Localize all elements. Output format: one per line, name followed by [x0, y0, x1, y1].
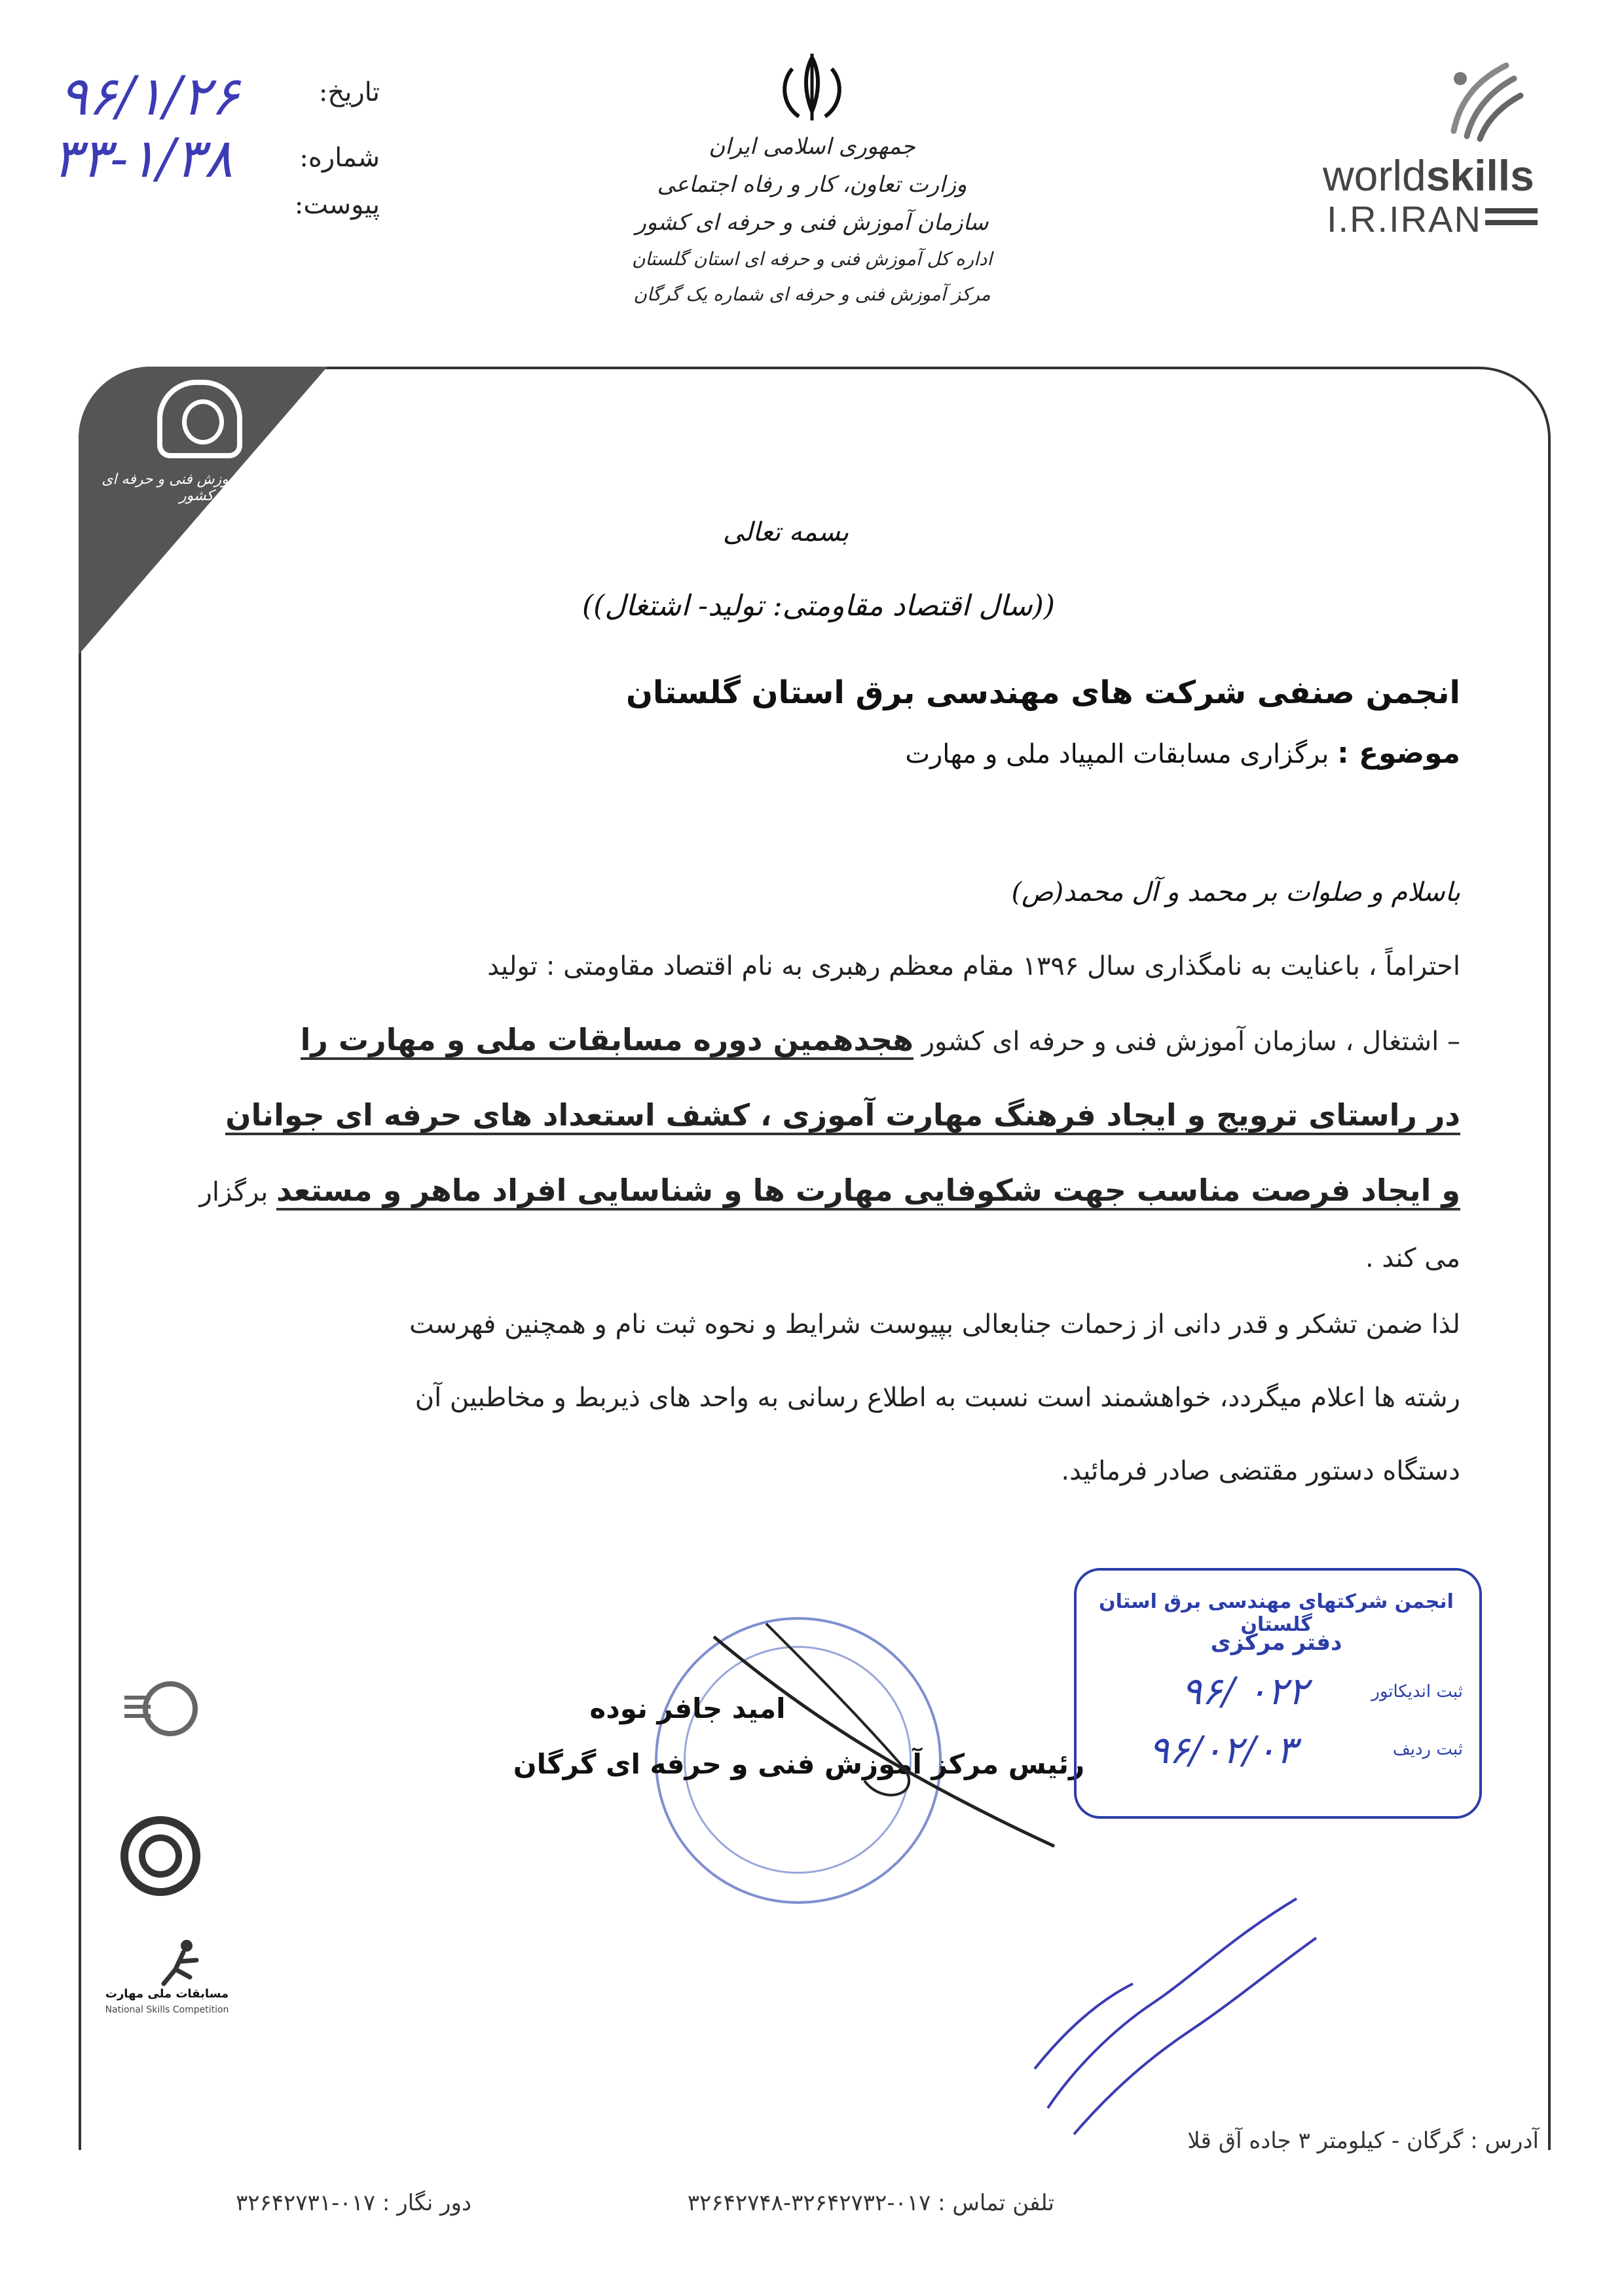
emblem-line-4: اداره کل آموزش فنی و حرفه ای استان گلستان [631, 248, 993, 270]
year-slogan: ((سال اقتصاد مقاومتی: تولید- اشتغال)) [582, 589, 1055, 623]
corner-logo-caption: سازمان آموزش فنی و حرفه ای کشور [101, 471, 291, 504]
footer-phone: تلفن تماس : ۰۱۷-۳۲۶۴۲۷۳۲-۳۲۶۴۲۷۴۸ [687, 2190, 1054, 2216]
subject-line [413, 737, 1460, 770]
emblem-lines [589, 128, 1035, 312]
highlight-2: در راستای ترویج و ایجاد فرهنگ مهارت آموزی ، کشف استعداد های حرفه ای جوانان [225, 1097, 1460, 1135]
stamp-row-label: ثبت ردیف [1392, 1740, 1463, 1759]
side-logo-1 [118, 1676, 210, 1748]
emblem-block [589, 52, 1035, 340]
side-logo-2 [111, 1813, 210, 1905]
body-line-2: – اشتغال ، سازمان آموزش فنی و حرفه ای کشور هجدهمین دوره مسابقات ملی و مهارت را [151, 1003, 1460, 1078]
worldskills-brand-bold: skills [1426, 151, 1534, 200]
body-line-8: دستگاه دستور مقتضی صادر فرمائید. [1061, 1456, 1460, 1486]
number-value: ۳۳-۱/۳۸ [52, 128, 233, 190]
recipient: انجمن صنفی شرکت های مهندسی برق استان گلستان [625, 674, 1460, 711]
subject-label: موضوع : [1337, 737, 1460, 770]
side-logo-3-sub: National Skills Competition [105, 2005, 229, 2015]
worldskills-brand-light: world [1323, 151, 1426, 200]
subject-text: برگزاری مسابقات المپیاد ملی و مهارت [905, 739, 1329, 769]
stamp-org: انجمن شرکتهای مهندسی برق استان گلستان [1099, 1590, 1454, 1636]
number-label: شماره: [299, 143, 380, 173]
stamp-office: دفتر مرکزی [1210, 1630, 1342, 1656]
stamp-indicator-value: ۹۶/ ۰۲۲ [1181, 1669, 1308, 1713]
signature-title: رئیس مرکز آموزش فنی و حرفه ای گرگان [513, 1748, 1085, 1780]
emblem-line-3: سازمان آموزش فنی و حرفه ای کشور [635, 210, 989, 236]
emblem-line-2: وزارت تعاون، کار و رفاه اجتماعی [657, 172, 967, 198]
emblem-line-5: مرکز آموزش فنی و حرفه ای شماره یک گرگان [633, 283, 991, 305]
salutation: باسلام و صلوات بر محمد و آل محمد(ص) [1011, 877, 1460, 907]
worldskills-swirl-icon [1441, 52, 1532, 144]
skills-runner-icon [151, 1938, 210, 1990]
worldskills-logo [1323, 52, 1559, 249]
letter-meta [39, 65, 380, 236]
letter-body [151, 930, 1460, 1508]
signature-name: امید جافر نوده [589, 1692, 786, 1724]
registration-stamp [1074, 1568, 1482, 1819]
e-services-icon [118, 1676, 210, 1748]
handwritten-note [1022, 1872, 1336, 2147]
bismillah: بسمه تعالی [722, 517, 849, 547]
body-line-7: رشته ها اعلام میگردد، خواهشمند است نسبت به اطلاع رسانی به واحد های ذیربط و مخاطبین آن [415, 1383, 1460, 1413]
body-line-4: و ایجاد فرصت مناسب جهت شکوفایی مهارت ها و شناسایی افراد ماهر و مستعد برگزار [151, 1154, 1460, 1229]
footer-fax: دور نگار : ۰۱۷-۳۲۶۴۲۷۳۱ [235, 2190, 471, 2216]
side-logo-3-caption: مسابقات ملی مهارت [105, 1987, 229, 2001]
corner-banner [79, 367, 327, 655]
side-logo-3 [98, 1938, 236, 2023]
stamp-indicator-label: ثبت اندیکاتور [1371, 1682, 1463, 1702]
worldskills-bars [1485, 208, 1538, 225]
date-value: ۹۶/۱/۲۶ [59, 65, 240, 128]
corner-logo-icon [157, 380, 242, 458]
body-line-1: احتراماً ، باعنایت به نامگذاری سال ۱۳۹۶ مقام معظم رهبری به نام اقتصاد مقاومتی : تولید [487, 951, 1460, 981]
iran-emblem-icon [773, 52, 851, 124]
highlight-3: و ایجاد فرصت مناسب جهت شکوفایی مهارت ها و شناسایی افراد ماهر و مستعد [276, 1173, 1460, 1211]
worldskills-country: I.R.IRAN [1327, 198, 1482, 240]
body-line-3 [151, 1078, 1460, 1154]
signature-scribble [688, 1597, 1080, 1859]
body-line-5: می کند . [1365, 1243, 1460, 1273]
stamp-row-value: ۹۶/۰۲/۰۳ [1149, 1728, 1297, 1772]
attachment-label: پیوست: [294, 190, 380, 220]
date-label: تاریخ: [318, 77, 380, 107]
training-logo-icon [111, 1813, 210, 1905]
footer-address: آدرس : گرگان - کیلومتر ۳ جاده آق قلا [1187, 2128, 1539, 2154]
emblem-line-1: جمهوری اسلامی ایران [709, 134, 915, 160]
body-line-6: لذا ضمن تشکر و قدر دانی از زحمات جنابعالی بپیوست شرایط و نحوه ثبت نام و همچنین فهرست [409, 1309, 1460, 1339]
highlight-1: هجدهمین دوره مسابقات ملی و مهارت را [301, 1022, 913, 1060]
